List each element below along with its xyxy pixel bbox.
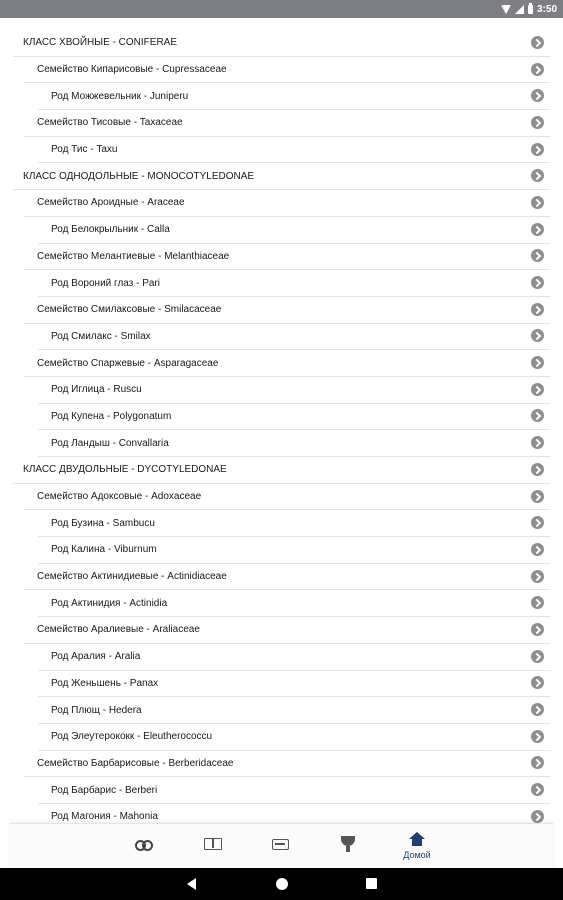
chevron-right-icon	[531, 676, 544, 689]
nav-guide-button[interactable]	[183, 824, 243, 869]
list-item-label: Род Можжевельник - Juniperu	[51, 90, 189, 102]
list-item[interactable]	[38, 270, 550, 297]
nav-cards-button[interactable]	[251, 824, 311, 869]
list-item[interactable]	[38, 430, 550, 457]
taxonomy-list	[13, 30, 550, 831]
system-nav-bar	[0, 868, 563, 900]
home-circle-icon[interactable]	[276, 878, 288, 890]
list-item[interactable]	[24, 244, 550, 271]
list-item-label: КЛАСС ХВОЙНЫЕ - CONIFERAE	[23, 37, 178, 49]
chevron-right-icon	[531, 276, 544, 289]
binoculars-icon	[135, 838, 153, 848]
list-item[interactable]	[38, 377, 550, 404]
list-item[interactable]	[24, 484, 550, 511]
chevron-right-icon	[531, 596, 544, 609]
list-item[interactable]	[38, 724, 550, 751]
list-item-label: Семейство Ароидные - Araceae	[37, 197, 185, 209]
list-item[interactable]	[38, 510, 550, 537]
list-item-label: Род Тис - Taxu	[51, 144, 118, 156]
chevron-right-icon	[531, 329, 544, 342]
chevron-right-icon	[531, 116, 544, 129]
list-item[interactable]	[38, 777, 550, 804]
list-item[interactable]	[24, 297, 550, 324]
chevron-right-icon	[531, 783, 544, 796]
list-item-label: Род Калина - Viburnum	[51, 544, 157, 556]
chevron-right-icon	[531, 756, 544, 769]
bottom-nav	[10, 823, 553, 869]
list-item[interactable]	[13, 457, 550, 484]
list-item-label: Род Магония - Mahonia	[51, 811, 158, 823]
chevron-right-icon	[531, 383, 544, 396]
signal-icon	[515, 5, 524, 14]
list-item[interactable]	[38, 537, 550, 564]
recents-icon[interactable]	[366, 878, 377, 889]
list-item[interactable]	[24, 751, 550, 778]
list-item-label: Семейство Адоксовые - Adoxaceae	[37, 491, 202, 503]
list-item-label: Род Бузина - Sambucu	[51, 517, 155, 529]
list-item-label: КЛАСС ОДНОДОЛЬНЫЕ - MONOCOTYLEDONAE	[23, 170, 255, 182]
chevron-right-icon	[531, 490, 544, 503]
list-item[interactable]	[24, 564, 550, 591]
trophy-icon	[341, 836, 355, 846]
list-item-label: Род Элеутерококк - Eleutherococcu	[51, 731, 213, 743]
list-item[interactable]	[38, 697, 550, 724]
nav-home-button[interactable]	[387, 824, 447, 869]
chevron-right-icon	[531, 463, 544, 476]
list-item-label: Род Купена - Polygonatum	[51, 410, 172, 422]
home-icon	[409, 832, 425, 848]
chevron-right-icon	[531, 36, 544, 49]
chevron-right-icon	[531, 356, 544, 369]
list-item[interactable]	[38, 644, 550, 671]
chevron-right-icon	[531, 516, 544, 529]
list-item-label: Род Белокрыльник - Calla	[51, 224, 170, 236]
nav-achievements-button[interactable]	[318, 824, 378, 869]
list-item-label: Род Смилакс - Smilax	[51, 330, 151, 342]
list-item[interactable]	[24, 110, 550, 137]
list-item[interactable]	[38, 83, 550, 110]
wifi-icon	[501, 5, 511, 14]
list-item-label: Семейство Смилаксовые - Smilacaceae	[37, 304, 222, 316]
list-item-label: Семейство Аралиевые - Araliaceae	[37, 624, 200, 636]
chevron-right-icon	[531, 223, 544, 236]
book-icon	[204, 838, 222, 850]
list-item[interactable]	[38, 404, 550, 431]
chevron-right-icon	[531, 249, 544, 262]
battery-icon	[528, 5, 533, 14]
nav-home-label: Домой	[403, 850, 431, 860]
list-item[interactable]	[38, 137, 550, 164]
back-icon[interactable]	[187, 878, 196, 890]
list-item[interactable]	[13, 163, 550, 190]
list-item[interactable]	[13, 30, 550, 57]
list-item-label: Семейство Кипарисовые - Cupressaceae	[37, 64, 227, 76]
cards-icon	[272, 839, 289, 850]
list-item-label: КЛАСС ДВУДОЛЬНЫЕ - DYCOTYLEDONAE	[23, 464, 227, 476]
list-item[interactable]	[38, 324, 550, 351]
chevron-right-icon	[531, 143, 544, 156]
list-item-label: Семейство Тисовые - Taxaceae	[37, 117, 183, 129]
list-item[interactable]	[38, 671, 550, 698]
list-item-label: Род Вороний глаз - Pari	[51, 277, 160, 289]
chevron-right-icon	[531, 623, 544, 636]
chevron-right-icon	[531, 543, 544, 556]
list-item-label: Семейство Барбарисовые - Berberidaceae	[37, 757, 234, 769]
list-item-label: Род Плющ - Hedera	[51, 704, 142, 716]
list-item[interactable]	[24, 617, 550, 644]
chevron-right-icon	[531, 303, 544, 316]
list-item-label: Семейство Актинидиевые - Actinidiaceae	[37, 571, 227, 583]
nav-search-button[interactable]	[114, 824, 174, 869]
list-item-label: Род Барбарис - Berberi	[51, 784, 158, 796]
status-icons	[501, 2, 557, 16]
chevron-right-icon	[531, 810, 544, 823]
list-item-label: Род Ландыш - Convallaria	[51, 437, 169, 449]
list-item[interactable]	[38, 217, 550, 244]
list-item[interactable]	[24, 350, 550, 377]
list-item-label: Семейство Мелантиевые - Melanthiaceae	[37, 250, 230, 262]
chevron-right-icon	[531, 436, 544, 449]
list-item-label: Род Актинидия - Actinidia	[51, 597, 168, 609]
status-time: 3:50	[536, 3, 557, 15]
chevron-right-icon	[531, 409, 544, 422]
chevron-right-icon	[531, 650, 544, 663]
list-item-label: Род Иглица - Ruscu	[51, 384, 142, 396]
chevron-right-icon	[531, 730, 544, 743]
status-bar	[0, 0, 563, 18]
list-item-label: Род Аралия - Aralia	[51, 651, 141, 663]
list-item-label: Род Женьшень - Panax	[51, 677, 159, 689]
list-item[interactable]	[24, 57, 550, 84]
chevron-right-icon	[531, 703, 544, 716]
chevron-right-icon	[531, 169, 544, 182]
chevron-right-icon	[531, 196, 544, 209]
chevron-right-icon	[531, 570, 544, 583]
list-item[interactable]	[38, 590, 550, 617]
list-item-label: Семейство Спаржевые - Asparagaceae	[37, 357, 219, 369]
list-item[interactable]	[24, 190, 550, 217]
chevron-right-icon	[531, 63, 544, 76]
chevron-right-icon	[531, 89, 544, 102]
